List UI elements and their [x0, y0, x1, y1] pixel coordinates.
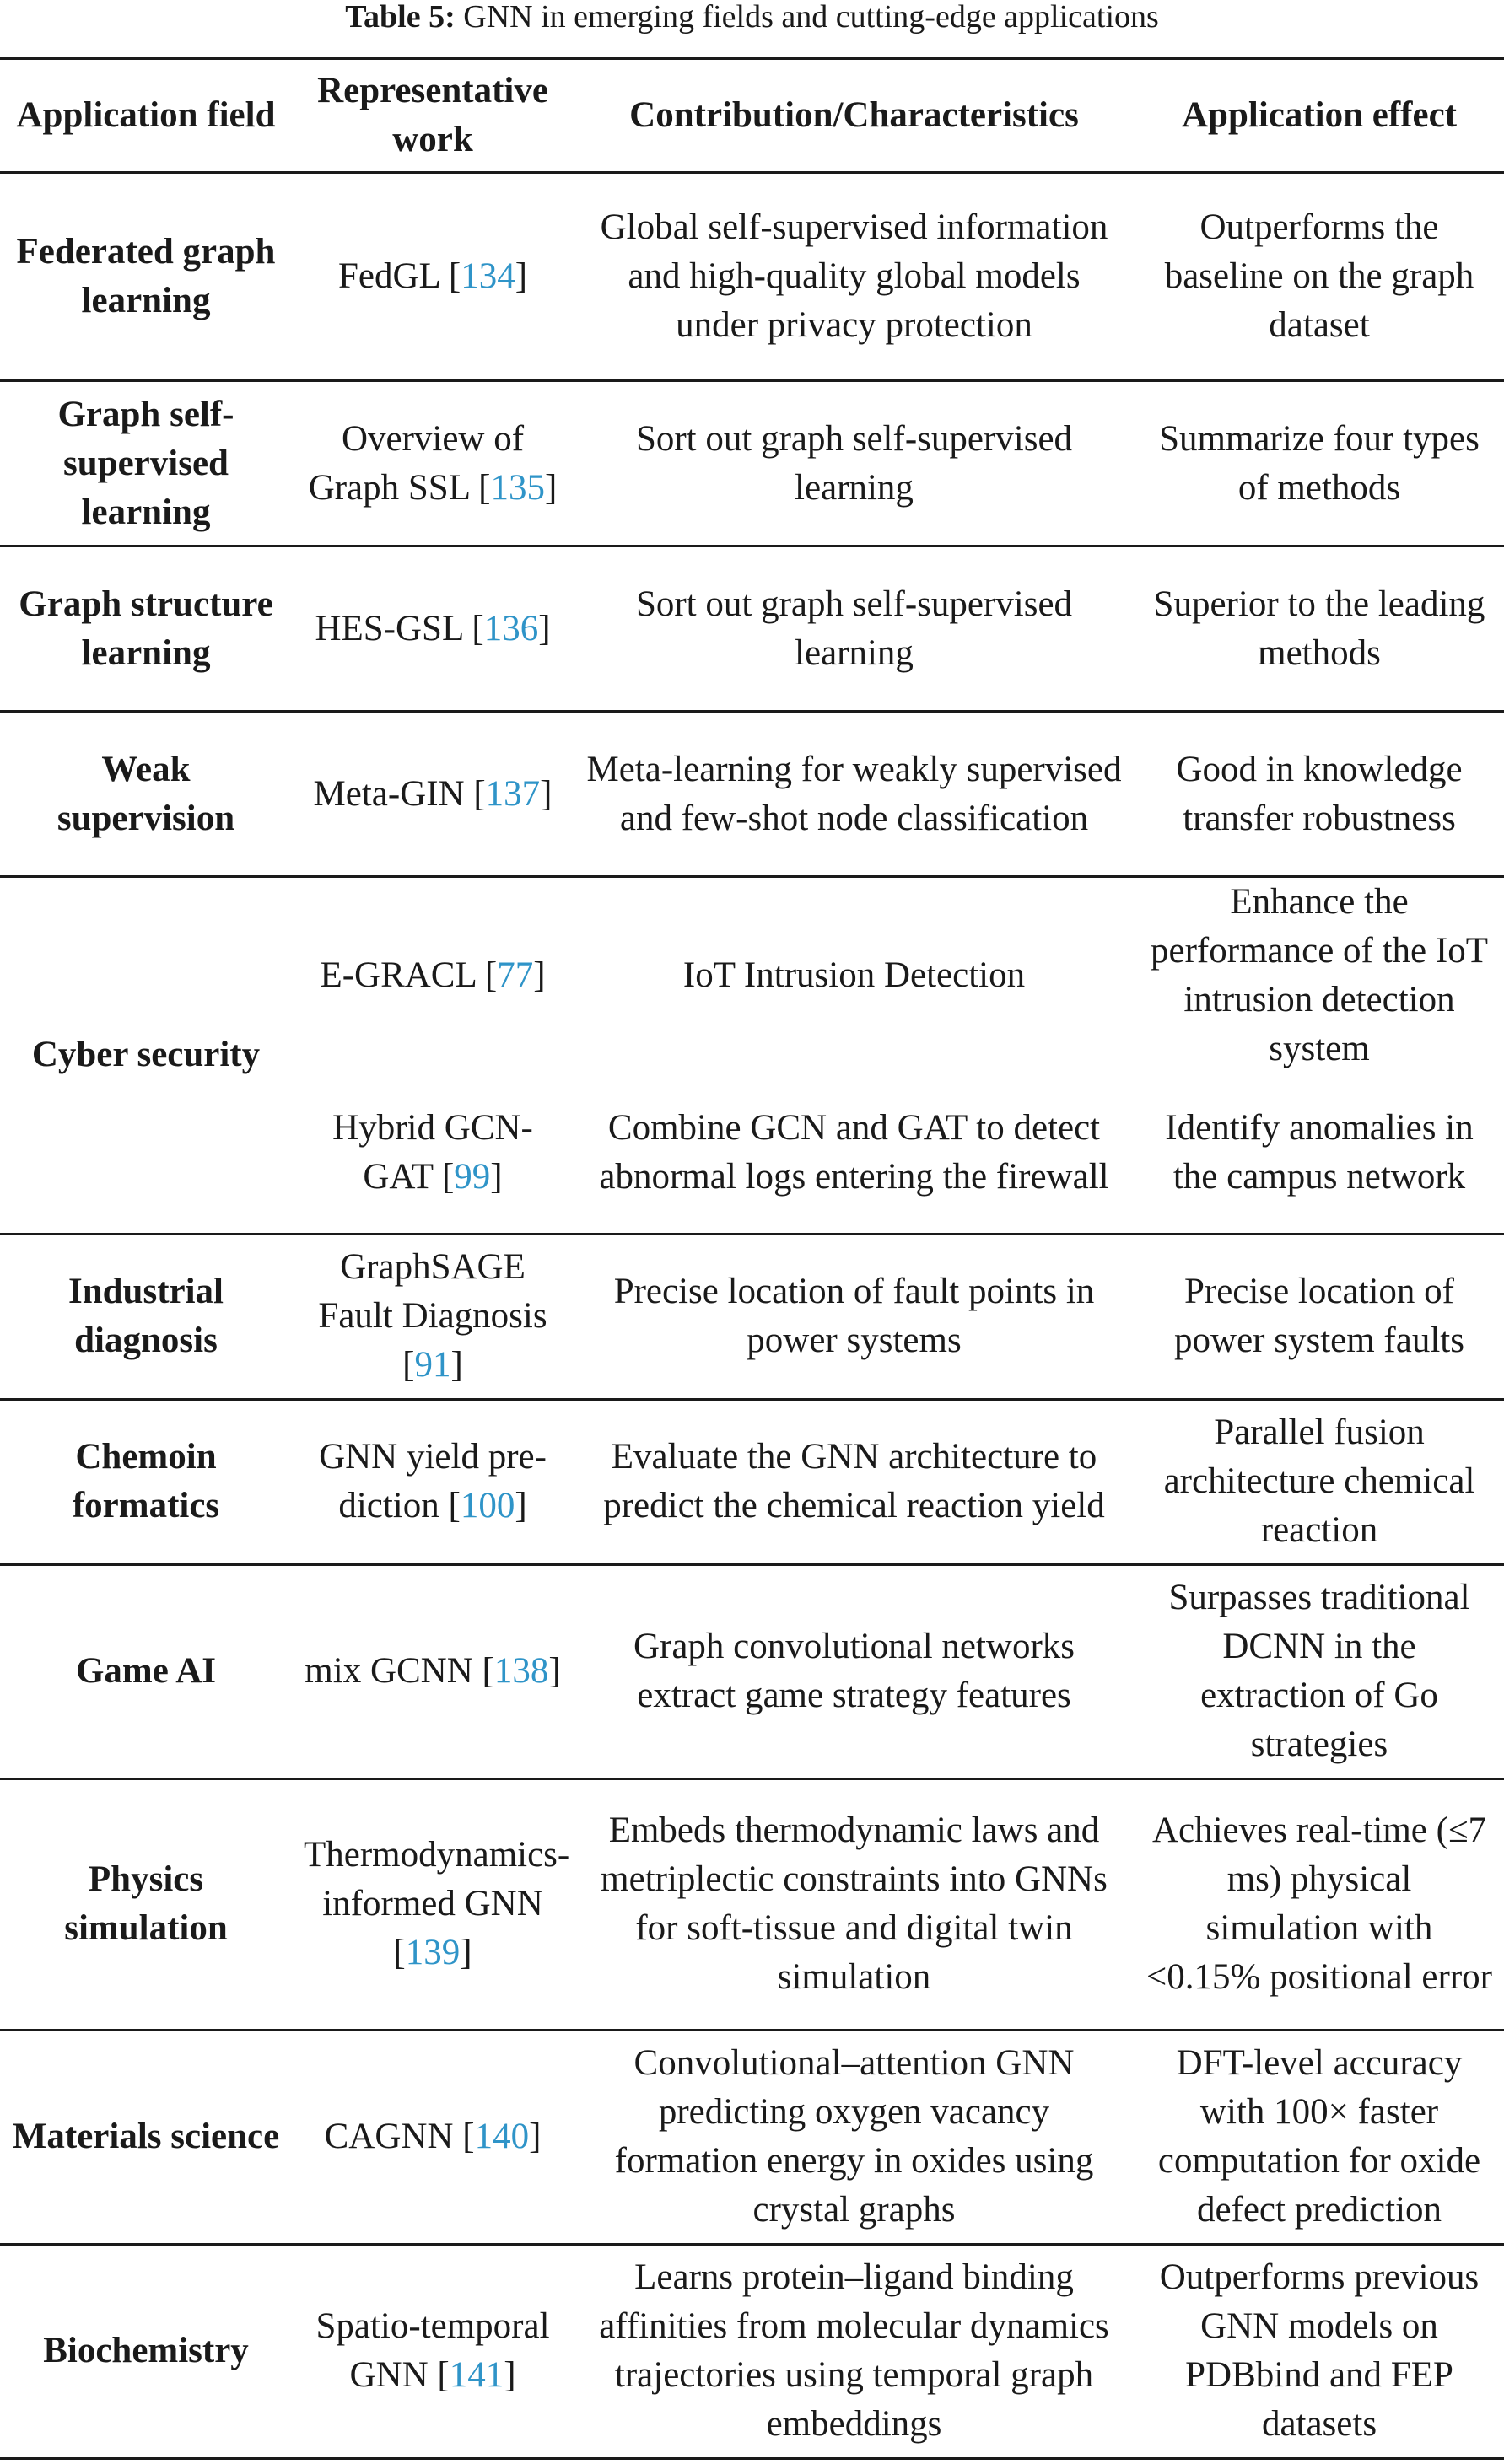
reference-link[interactable]: 134	[461, 256, 515, 296]
cell-application-field: Game AI	[0, 1564, 292, 1778]
reference-link[interactable]: 136	[483, 608, 539, 648]
reference-link[interactable]: 140	[474, 2117, 530, 2156]
reference-bracket: ]	[490, 1157, 503, 1197]
cell-application-field: Physics simulation	[0, 1778, 292, 2030]
cell-representative-work	[292, 2030, 574, 2244]
table-row	[0, 2030, 1504, 2244]
cell-representative-work	[292, 1399, 574, 1564]
cell-application-field: Materials science	[0, 2030, 292, 2244]
work-name: GraphSAGE Fault Diagnosis [	[318, 1247, 547, 1385]
cell-application-effect: Outperforms the baseline on the graph dataset	[1135, 173, 1504, 381]
cell-application-field: Graph self-supervised learning	[0, 381, 292, 546]
table-row	[0, 173, 1504, 381]
cell-contribution: Learns protein–ligand binding affinities from molecular dynamics trajectories using temporal graph embeddings	[574, 2244, 1135, 2458]
reference-bracket: ]	[504, 2355, 516, 2395]
table-row	[0, 1399, 1504, 1564]
cell-representative-work	[292, 1778, 574, 2030]
reference-link[interactable]: 139	[405, 1933, 461, 1972]
caption-label: Table 5:	[345, 0, 456, 35]
reference-link[interactable]: 99	[454, 1157, 491, 1197]
table-row	[0, 1564, 1504, 1778]
cell-contribution: Combine GCN and GAT to detect abnormal logs entering the firewall	[574, 1073, 1135, 1234]
cell-contribution: Evaluate the GNN architecture to predict the chemical reaction yield	[574, 1399, 1135, 1564]
work-name: E-GRACL [	[320, 955, 498, 995]
reference-bracket: ]	[460, 1933, 472, 1972]
cell-contribution: Precise location of fault points in power systems	[574, 1234, 1135, 1399]
cell-application-effect: Outperforms previous GNN models on PDBbind and FEP datasets	[1135, 2244, 1504, 2458]
reference-link[interactable]: 137	[485, 773, 541, 814]
cell-representative-work	[292, 381, 574, 546]
cell-application-field: Graph structure learning	[0, 546, 292, 712]
cell-application-effect: Achieves real-time (≤7 ms) physical simulation with <0.15% positional error	[1135, 1778, 1504, 2030]
cell-application-effect: Superior to the leading methods	[1135, 546, 1504, 712]
reference-bracket: ]	[548, 1651, 561, 1691]
reference-bracket: ]	[515, 256, 528, 296]
cell-application-field: Federated graph learning	[0, 173, 292, 381]
reference-link[interactable]: 100	[460, 1486, 515, 1525]
reference-link[interactable]: 138	[493, 1651, 549, 1691]
work-name: FedGL [	[337, 256, 461, 296]
reference-bracket: ]	[544, 467, 558, 508]
cell-representative-work	[292, 173, 574, 381]
reference-link[interactable]: 135	[490, 467, 545, 508]
header-representative-work: Representative work	[292, 59, 574, 173]
table-row	[0, 712, 1504, 877]
work-name: Meta-GIN [	[313, 773, 486, 814]
cell-application-effect: Summarize four types of methods	[1135, 381, 1504, 546]
table-header	[0, 59, 1504, 173]
table-row	[0, 1778, 1504, 2030]
cell-application-field: Chemoin formatics	[0, 1399, 292, 1564]
cell-representative-work	[292, 1234, 574, 1399]
table-row	[0, 2244, 1504, 2458]
cell-contribution: Embeds thermodynamic laws and metriplectic constraints into GNNs for soft-tissue and digital twin simulation	[574, 1778, 1135, 2030]
cell-application-field: Cyber security	[0, 877, 292, 1235]
reference-link[interactable]: 141	[449, 2355, 504, 2395]
cell-application-field: Weak supervision	[0, 712, 292, 877]
cell-contribution: Convolutional–attention GNN predicting oxygen vacancy formation energy in oxides using crystal graphs	[574, 2030, 1135, 2244]
cell-contribution: Sort out graph self-supervised learning	[574, 546, 1135, 712]
table-row	[0, 1234, 1504, 1399]
reference-link[interactable]: 91	[414, 1345, 451, 1385]
cell-representative-work	[292, 2244, 574, 2458]
header-application-field: Application field	[0, 59, 292, 173]
table-caption	[0, 0, 1504, 42]
work-name: CAGNN [	[324, 2117, 475, 2156]
reference-bracket: ]	[538, 608, 551, 648]
work-name: HES-GSL [	[315, 608, 484, 648]
cell-application-effect: Enhance the performance of the IoT intrusion detection system	[1151, 882, 1488, 1068]
caption-text: GNN in emerging fields and cutting-edge applications	[455, 0, 1159, 35]
header-contribution: Contribution/Characteristics	[574, 59, 1135, 173]
work-name: Spatio-temporal GNN [	[315, 2306, 550, 2395]
work-name: GNN yield pre-diction [	[319, 1437, 547, 1525]
cell-contribution: Global self-supervised information and high-quality global models under privacy protection	[574, 173, 1135, 381]
reference-bracket: ]	[515, 1486, 527, 1525]
cell-representative-work	[292, 1073, 574, 1234]
reference-link[interactable]: 77	[497, 955, 534, 995]
work-name: Thermodynamics-informed GNN [	[304, 1835, 570, 1972]
cell-application-field: Industrial diagnosis	[0, 1234, 292, 1399]
cell-contribution: Sort out graph self-supervised learning	[574, 381, 1135, 546]
cell-representative-work	[292, 546, 574, 712]
cell-contribution: Graph convolutional networks extract game strategy features	[574, 1564, 1135, 1778]
cell-representative-work	[292, 1564, 574, 1778]
table-row	[0, 877, 1504, 1074]
reference-bracket: ]	[450, 1345, 463, 1385]
cell-contribution: Meta-learning for weakly supervised and few-shot node classification	[574, 712, 1135, 877]
cell-application-effect: Good in knowledge transfer robustness	[1135, 712, 1504, 877]
cell-application-effect: Parallel fusion architecture chemical reaction	[1135, 1399, 1504, 1564]
work-name: Hybrid GCN-GAT [	[332, 1108, 533, 1197]
reference-bracket: ]	[540, 773, 553, 814]
header-application-effect: Application effect	[1135, 59, 1504, 173]
header-row	[0, 59, 1504, 173]
reference-bracket: ]	[533, 955, 546, 995]
cell-application-effect: Identify anomalies in the campus network	[1135, 1073, 1504, 1234]
work-name: mix GCNN [	[305, 1651, 494, 1691]
cell-contribution: IoT Intrusion Detection	[682, 955, 1026, 995]
cell-application-effect: DFT-level accuracy with 100× faster computation for oxide defect prediction	[1135, 2030, 1504, 2244]
cell-representative-work	[292, 877, 574, 1074]
cell-application-effect: Surpasses traditional DCNN in the extraction of Go strategies	[1135, 1564, 1504, 1778]
table-row	[0, 381, 1504, 546]
cell-application-effect: Precise location of power system faults	[1135, 1234, 1504, 1399]
cell-representative-work	[292, 712, 574, 877]
reference-bracket: ]	[529, 2117, 542, 2156]
applications-table	[0, 57, 1504, 2460]
table-body	[0, 173, 1504, 2459]
table-row	[0, 546, 1504, 712]
cell-application-field: Biochemistry	[0, 2244, 292, 2458]
work-name: Overview of Graph SSL [	[308, 418, 525, 508]
